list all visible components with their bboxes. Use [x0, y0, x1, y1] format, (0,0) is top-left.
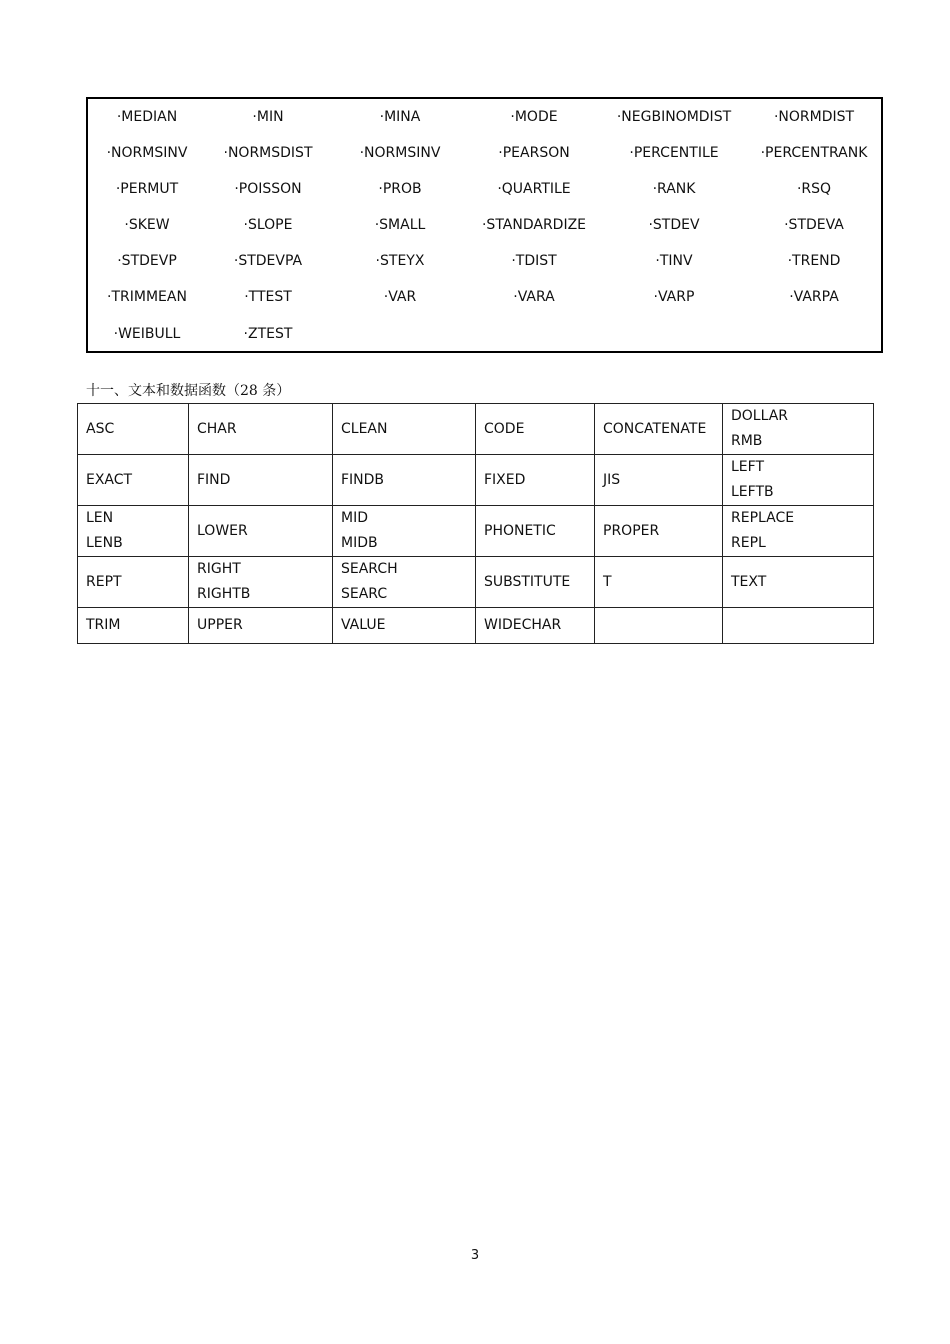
table-cell: [78, 557, 189, 608]
table-row: [78, 557, 874, 608]
table-cell: [476, 404, 595, 455]
function-name: CODE: [484, 420, 525, 437]
function-item: ·TINV: [655, 253, 693, 269]
function-name: DOLLAR: [731, 408, 789, 424]
function-item: ·MIN: [252, 109, 284, 125]
function-item: ·STEYX: [375, 253, 425, 269]
function-item: ·PROB: [378, 181, 422, 197]
function-item: ·RANK: [652, 181, 696, 197]
table-cell: [723, 455, 874, 506]
function-name: TRIM: [86, 617, 121, 633]
function-item: ·TTEST: [244, 289, 292, 305]
function-name: JIS: [603, 471, 621, 488]
table-cell: [595, 506, 723, 557]
table-cell: [78, 506, 189, 557]
function-name: CLEAN: [341, 420, 388, 437]
table-cell: [595, 455, 723, 506]
function-name: SEARCH: [341, 561, 398, 577]
table-cell: [78, 404, 189, 455]
table-cell: [476, 608, 595, 644]
table-cell: [723, 506, 874, 557]
function-name: CONCATENATE: [603, 420, 707, 437]
function-name: LOWER: [197, 522, 248, 539]
table-cell: [595, 557, 723, 608]
table-cell: [189, 608, 333, 644]
table-cell: [333, 404, 476, 455]
function-item: ·NORMDIST: [773, 109, 855, 125]
function-item: ·PERCENTILE: [629, 145, 719, 161]
function-item: ·TRIMMEAN: [107, 289, 187, 305]
function-name: SUBSTITUTE: [484, 573, 571, 590]
function-item: ·PEARSON: [498, 145, 570, 161]
table-cell: [476, 455, 595, 506]
function-name: LENB: [86, 535, 123, 551]
table-cell: [333, 557, 476, 608]
section-heading-text-functions: 十一、文本和数据函数（28 条）: [86, 383, 291, 399]
function-item: ·TREND: [787, 253, 841, 269]
function-name: WIDECHAR: [484, 617, 562, 633]
function-item: ·STDEVP: [117, 253, 177, 269]
function-name: PROPER: [603, 522, 660, 539]
function-item: ·NORMSINV: [106, 145, 188, 161]
function-name: MIDB: [341, 535, 378, 551]
function-item: ·WEIBULL: [113, 326, 181, 342]
function-item: ·NORMSINV: [359, 145, 441, 161]
function-item: ·SKEW: [124, 217, 170, 233]
table-cell: [595, 608, 723, 644]
table-cell: [476, 506, 595, 557]
function-item: ·STDEVPA: [233, 253, 303, 269]
table-cell: [723, 404, 874, 455]
table-row: [78, 455, 874, 506]
table-cell: [189, 404, 333, 455]
function-name: FINDB: [341, 471, 385, 488]
function-item: ·VARP: [653, 289, 695, 305]
function-item: ·STDEVA: [784, 217, 844, 233]
table-cell: [78, 455, 189, 506]
function-name: PHONETIC: [484, 522, 556, 539]
function-item: ·STDEV: [648, 217, 700, 233]
function-item: ·VAR: [383, 289, 417, 305]
function-item: ·NEGBINOMDIST: [616, 109, 732, 125]
function-name: REPT: [86, 573, 122, 590]
function-name: LEN: [86, 510, 114, 526]
function-item: ·RSQ: [796, 181, 832, 197]
table-cell: [333, 608, 476, 644]
table-cell: [189, 506, 333, 557]
text-functions-table: [77, 403, 874, 644]
function-item: ·NORMSDIST: [223, 145, 313, 161]
table-cell: [78, 608, 189, 644]
function-name: FIXED: [484, 471, 526, 488]
table-cell: [333, 455, 476, 506]
table-cell: [476, 557, 595, 608]
table-row: [78, 404, 874, 455]
function-name: RIGHT: [197, 561, 241, 577]
function-item: ·PERMUT: [115, 181, 179, 197]
function-name: REPL: [731, 535, 766, 551]
function-item: ·MEDIAN: [116, 109, 178, 125]
function-item: ·POISSON: [234, 181, 302, 197]
function-item: ·SMALL: [374, 217, 426, 233]
function-name: TEXT: [731, 573, 767, 590]
function-name: SEARC: [341, 586, 388, 602]
table-cell: [723, 557, 874, 608]
function-name: MID: [341, 510, 368, 526]
function-name: LEFTB: [731, 484, 774, 500]
table-cell: [333, 506, 476, 557]
table-cell: [189, 455, 333, 506]
function-item: ·MINA: [379, 109, 421, 125]
table-cell: [189, 557, 333, 608]
function-item: ·VARA: [513, 289, 555, 305]
function-name: EXACT: [86, 471, 133, 488]
function-item: ·ZTEST: [243, 326, 293, 342]
function-item: ·SLOPE: [243, 217, 293, 233]
function-item: ·MODE: [510, 109, 558, 125]
function-item: ·TDIST: [511, 253, 557, 269]
table-row: [78, 506, 874, 557]
function-name: FIND: [197, 471, 231, 488]
function-item: ·QUARTILE: [497, 181, 571, 197]
statistical-functions-box: [86, 97, 883, 353]
function-name: ASC: [86, 420, 115, 437]
function-name: CHAR: [197, 420, 237, 437]
function-name: VALUE: [341, 617, 386, 633]
table-row: [78, 608, 874, 644]
table-cell: [595, 404, 723, 455]
table-cell: [723, 608, 874, 644]
function-name: RIGHTB: [197, 586, 251, 602]
function-name: RMB: [731, 433, 763, 449]
function-name: LEFT: [731, 459, 765, 475]
page-number: 3: [470, 1248, 480, 1263]
function-item: ·VARPA: [789, 289, 839, 305]
function-item: ·PERCENTRANK: [760, 145, 868, 161]
function-name: UPPER: [197, 617, 243, 633]
function-name: REPLACE: [731, 510, 795, 526]
function-name: T: [603, 573, 612, 590]
function-item: ·STANDARDIZE: [481, 217, 587, 233]
